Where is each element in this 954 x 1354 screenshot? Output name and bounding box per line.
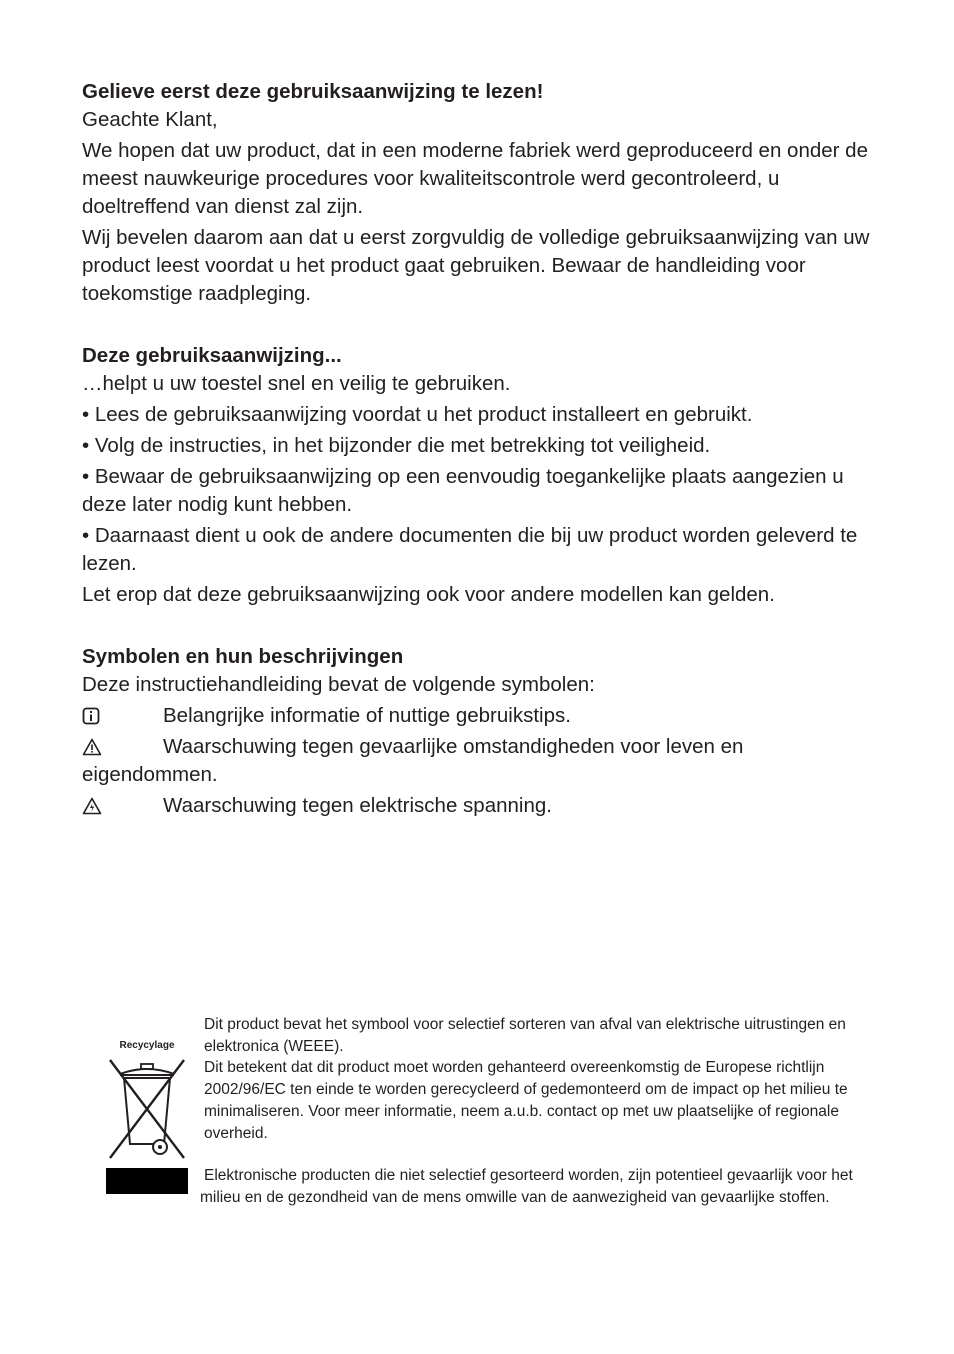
manual-note: Let erop dat deze gebruiksaanwijzing ook voor andere modellen kan gelden. [82,583,775,606]
weee-info [204,1014,869,1144]
electric-warning-icon [82,792,163,820]
manual-heading: Deze gebruiksaanwijzing... [82,344,342,367]
bullet-item: • Daarnaast dient u ook de andere documenten die bij uw product worden geleverd te lezen. [82,524,858,575]
bullet-item: • Volg de instructies, in het bijzonder die met betrekking tot veiligheid. [82,434,711,457]
weee-paragraph-3: Elektronische producten die niet selectief gesorteerd worden, zijn potentieel gevaarlijk voor het milieu en de gezondheid van de mens omwille van de aanwezigheid van gevaarlijke stoffen. [200,1167,853,1206]
symbol-text-warning: Waarschuwing tegen gevaarlijke omstandigheden voor leven en eigendommen. [82,735,744,786]
info-icon [82,702,163,730]
weee-paragraph-2: Dit betekent dat dit product moet worden gehanteerd overeenkomstig de Europese richtlijn 2002/96/EC ten einde te worden gerecycleerd of gedemonteerd om de impact op het milieu te minimaliseren. Voor meer informatie, neem a.u.b. contact op met uw plaatselijke of regionale overheid. [204,1059,848,1142]
manual-lead: …helpt u uw toestel snel en veilig te gebruiken. [82,372,511,395]
bullet-item: • Bewaar de gebruiksaanwijzing op een eenvoudig toegankelijke plaats aangezien u deze later nodig kunt hebben. [82,465,844,516]
symbols-heading: Symbolen en hun beschrijvingen [82,645,404,668]
symbol-text-electric: Waarschuwing tegen elektrische spanning. [163,794,552,817]
main-content [82,78,872,820]
bullet-item: • Lees de gebruiksaanwijzing voordat u het product installeert en gebruikt. [82,403,753,426]
intro-paragraph-2: Wij bevelen daarom aan dat u eerst zorgvuldig de volledige gebruiksaanwijzing van uw product leest voordat u het product gaat gebruiken. Bewaar de handleiding voor toekomstige raadpleging. [82,226,870,305]
weee-paragraph-1: Dit product bevat het symbool voor selectief sorteren van afval van elektrische uitrustingen en elektronica (WEEE). [204,1016,846,1055]
warning-icon [82,733,163,761]
weee-warning [200,1165,870,1208]
symbol-row-info [82,702,872,730]
black-bar [106,1168,188,1194]
symbol-text-info: Belangrijke informatie of nuttige gebruikstips. [163,704,571,727]
greeting: Geachte Klant, [82,108,218,131]
symbol-row-warning [82,733,872,789]
intro-paragraph-1: We hopen dat uw product, dat in een moderne fabriek werd geproduceerd en onder de meest nauwkeurige procedures voor kwaliteitscontrole werd gecontroleerd, u doeltreffend van dienst zal zijn. [82,139,868,218]
crossed-bin-icon [106,1054,188,1166]
weee-recycle-logo [106,1040,188,1196]
intro-heading: Gelieve eerst deze gebruiksaanwijzing te lezen! [82,80,544,103]
symbols-lead: Deze instructiehandleiding bevat de volgende symbolen: [82,673,595,696]
recycle-label: Recycylage [119,1040,175,1051]
symbol-row-electric [82,792,872,820]
